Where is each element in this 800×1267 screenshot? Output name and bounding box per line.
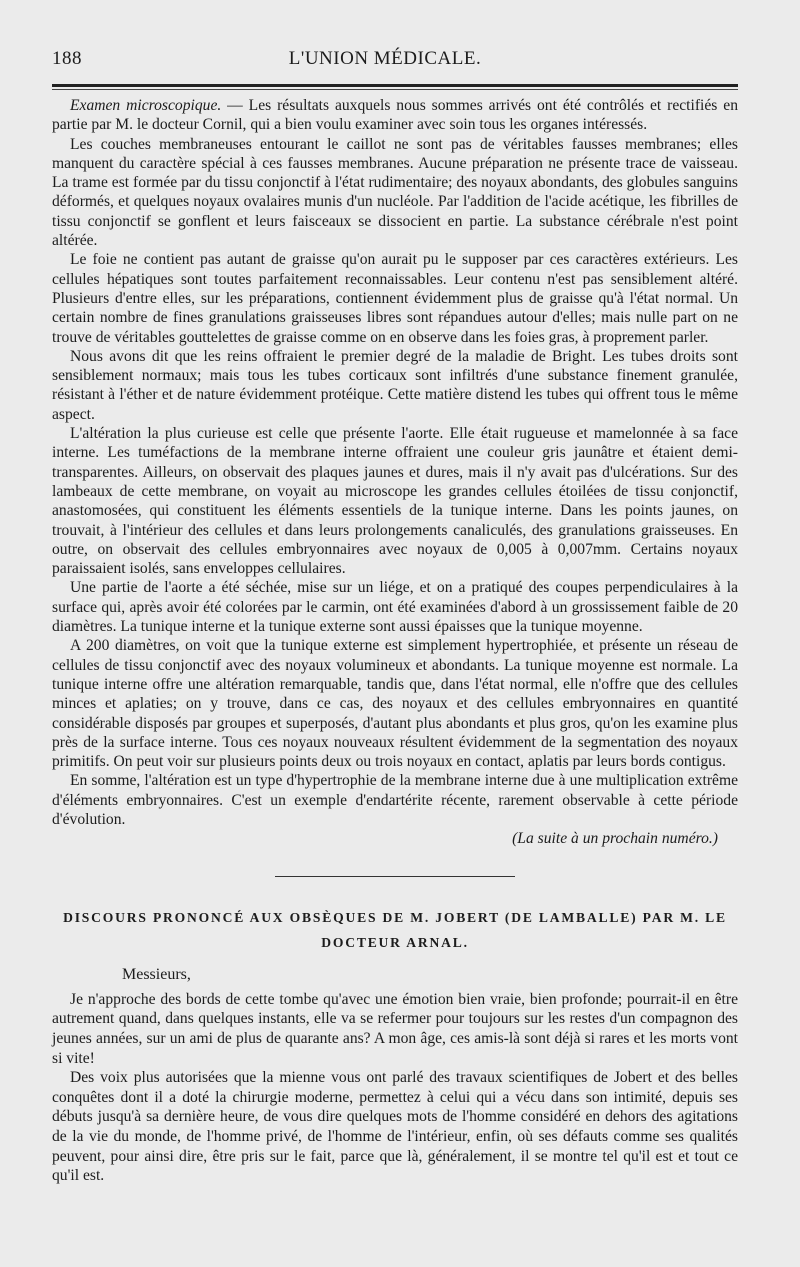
- header-rule: [52, 84, 738, 90]
- page-header: [52, 48, 738, 74]
- article-paragraph: Nous avons dit que les reins offraient le premier degré de la maladie de Bright. Les tubes droits sont sensiblement normaux; mais tous les tubes corticaux sont infiltrés d'une substance finement granulée, résistant à l'éther et de nature évidemment protéique. Cette matière distend les tubes qui offrent tous le même aspect.: [52, 347, 738, 423]
- article-paragraph: Examen microscopique. — Les résultats auxquels nous sommes arrivés ont été contrôlés et rectifiés en partie par M. le docteur Cornil, qui a bien voulu examiner avec soin tous les organes intéressés.: [52, 97, 738, 134]
- discours-paragraph: Des voix plus autorisées que la mienne vous ont parlé des travaux scientifiques de Jobert et des belles conquêtes dont il a doté la chirurgie moderne, permettez à celui qui a vécu dans son intimité, depuis ses débuts jusqu'à sa dernière heure, de vous dire quelques mots de l'homme considéré en dehors des agitations de la vie du monde, de l'homme privé, de l'homme de l'intérieur, enfin, où ses défauts comme ses qualités peuvent, pour ainsi dire, être pris sur le fait, parce que là, généralement, il se montre tel qu'il est et tout ce qu'il est.: [52, 1069, 738, 1185]
- discours-paragraph: Je n'approche des bords de cette tombe qu'avec une émotion bien vraie, bien profonde; pourrait-il en être autrement quand, dans quelques instants, elle va se refermer pour toujours sur les restes d'un compagnon des jeunes années, sur un ami de plus de quarante ans? A mon âge, ces amis-là sont déjà si rares et les morts vont si vite!: [52, 990, 738, 1067]
- discours-title: DISCOURS PRONONCÉ AUX OBSÈQUES DE M. JOBERT (DE LAMBALLE) PAR M. LE DOCTEUR ARNAL.: [63, 910, 727, 951]
- discours-body: [52, 965, 738, 1186]
- article-paragraph: A 200 diamètres, on voit que la tunique externe est simplement hypertrophiée, et présente un réseau de cellules de tissu conjonctif avec des noyaux volumineux et abondants. La tunique moyenne est normale. La tunique interne offre une altération remarquable, tandis que, dans l'état normal, elle n'offre que des cellules minces et aplaties; on y trouve, dans ce cas, des noyaux et des cellules embryonnaires en quantité considérable disposés par groupes et superposés, d'autant plus abondants et plus gros, qu'on les examine plus près de la surface interne. Tous ces noyaux nouveaux résultent évidemment de la segmentation des noyaux primitifs. On peut voir sur plusieurs points deux ou trois noyaux en contact, aplatis par leurs bords contigus.: [52, 637, 738, 771]
- article-body: [52, 96, 738, 829]
- page-number: 188: [52, 48, 82, 69]
- article-paragraph: Les couches membraneuses entourant le caillot ne sont pas de véritables fausses membranes; elles manquent du caractère spécial à ces fausses membranes. Aucune préparation ne présente trace de vaisseau. La trame est formée par du tissu conjonctif à l'état rudimentaire; des noyaux abondants, des globules sanguins déformés, et quelques noyaux ovalaires munis d'un nucléole. Par l'addition de l'acide acétique, les fibrilles de tissu conjonctif se gonflent et leurs faisceaux se dissocient en partie. La substance cérébrale n'est point altérée.: [52, 135, 738, 250]
- running-title: L'UNION MÉDICALE.: [288, 48, 482, 69]
- salutation: Messieurs,: [122, 966, 191, 984]
- article-paragraph: L'altération la plus curieuse est celle que présente l'aorte. Elle était rugueuse et mamelonnée à sa face interne. Les tuméfactions de la membrane interne offraient une couleur gris jaunâtre et étaient demi-transparentes. Ailleurs, on observait des plaques jaunes et dures, mais il n'y avait pas d'ulcérations. Sur des lambeaux de cette membrane, on voyait au microscope les grandes cellules étoilées de tissu conjonctif, anastomosées, qui constituent les éléments essentiels de la tunique interne. Dans les points jaunes, on trouvait, à l'intérieur des cellules et dans leurs prolongements canaliculés, des granulations graisseuses. En outre, on observait des cellules embryonnaires avec noyaux de 0,005 à 0,007mm. Certains noyaux paraissaient isolés, sans enveloppes cellulaires.: [52, 425, 738, 578]
- section-lead: Examen microscopique.: [70, 97, 222, 114]
- article-paragraph: Une partie de l'aorte a été séchée, mise sur un liége, et on a pratiqué des coupes perpendiculaires à la surface qui, après avoir été colorées par le carmin, ont été examinées d'abord à un grossissement faible de 20 diamètres. La tunique interne et la tunique externe sont aussi épaisses que la tunique moyenne.: [52, 579, 738, 636]
- continuation-note: (La suite à un prochain numéro.): [512, 830, 718, 848]
- article-paragraph: En somme, l'altération est un type d'hypertrophie de la membrane interne due à une multiplication extrême d'éléments embryonnaires. C'est un exemple d'endartérite récente, rarement observable à cette période d'évolution.: [52, 772, 738, 828]
- section-separator: [275, 876, 515, 877]
- article-paragraph: Le foie ne contient pas autant de graisse qu'on aurait pu le supposer par ces caractères extérieurs. Les cellules hépatiques sont toutes parfaitement reconnaissables. Leur contenu n'est pas sensiblement altéré. Plusieurs d'entre elles, sur les préparations, contiennent évidemment plus de graisse qu'à l'état normal. Un certain nombre de fines granulations graisseuses libres sont répandues autour d'elles; mais nulle part on ne trouve de véritables gouttelettes de graisse comme on en observe dans les foies gras, à proprement parler.: [52, 251, 738, 346]
